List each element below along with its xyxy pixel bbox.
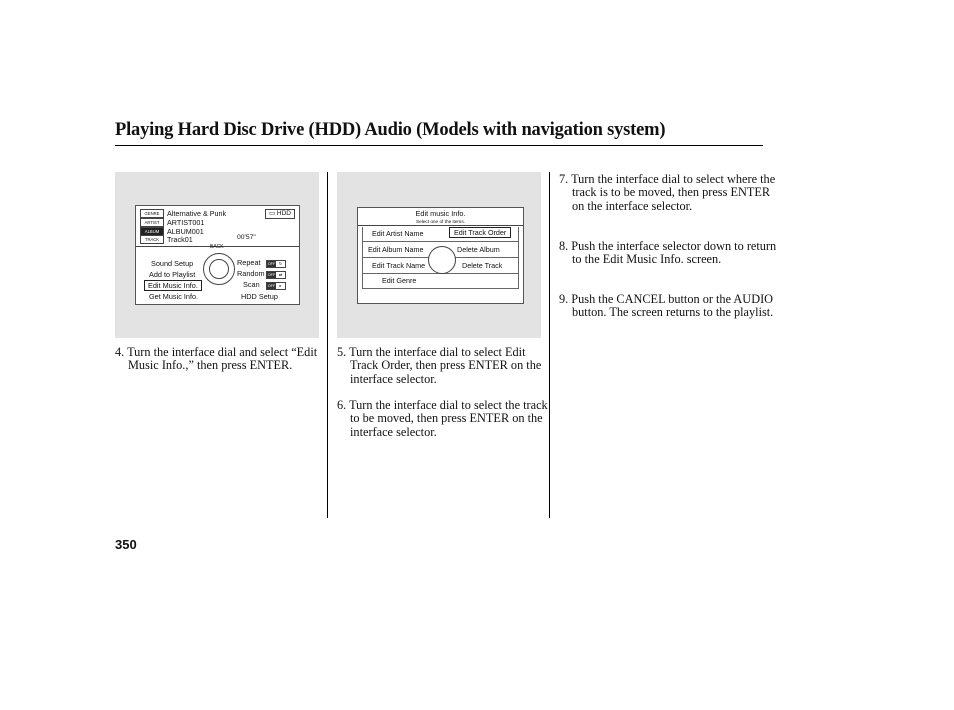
step-4: 4. Turn the interface dial and select “Edit Music Info.,” then press ENTER. <box>115 345 318 373</box>
right-bracket <box>518 227 519 289</box>
option-delete-track[interactable]: Delete Track <box>462 261 503 270</box>
track-value: Track01 <box>167 235 193 244</box>
option-edit-genre[interactable]: Edit Genre <box>382 276 417 285</box>
step-9: 9. Push the CANCEL button or the AUDIO button. The screen returns to the playlist. <box>559 292 774 320</box>
page-number: 350 <box>115 537 137 552</box>
edit-music-info-screen <box>357 207 524 304</box>
column-divider-2 <box>549 172 550 518</box>
hdd-audio-screen <box>135 205 300 305</box>
repeat-off-badge: OFF ↻ <box>266 260 286 268</box>
genre-value: Alternative & Punk <box>167 209 227 218</box>
option-edit-artist-name[interactable]: Edit Artist Name <box>372 229 424 238</box>
back-label: BACK <box>210 244 224 250</box>
step-8: 8. Push the interface selector down to return to the Edit Music Info. screen. <box>559 239 777 267</box>
option-edit-album-name[interactable]: Edit Album Name <box>368 245 424 254</box>
menu-scan[interactable]: Scan <box>243 280 260 289</box>
genre-row <box>140 209 226 218</box>
genre-tag: GENRE <box>140 209 164 218</box>
scan-off-badge: OFF ▸ <box>266 282 286 290</box>
step-5: 5. Turn the interface dial to select Edit Track Order, then press ENTER on the interface selector. <box>337 345 542 386</box>
title-rule <box>115 145 763 146</box>
artist-value: ARTIST001 <box>167 218 205 227</box>
now-playing-area <box>136 206 299 247</box>
menu-edit-music-info[interactable]: Edit Music Info. <box>145 281 201 290</box>
artist-tag: ARTIST <box>140 218 164 227</box>
source-indicator: ▭ HDD <box>265 209 295 219</box>
album-tag: ALBUM <box>140 227 164 236</box>
interface-dial-inner <box>209 259 229 279</box>
track-row <box>140 235 193 244</box>
menu-repeat[interactable]: Repeat <box>237 258 261 267</box>
option-delete-album[interactable]: Delete Album <box>457 245 500 254</box>
menu-sound-setup[interactable]: Sound Setup <box>151 259 194 268</box>
random-off-badge: OFF ⇄ <box>266 271 286 279</box>
option-edit-track-order[interactable]: Edit Track Order <box>449 227 511 238</box>
album-value: ALBUM001 <box>167 227 204 236</box>
menu-random[interactable]: Random <box>237 269 265 278</box>
column-divider-1 <box>327 172 328 518</box>
elapsed-time: 00'57" <box>237 234 256 241</box>
step-6: 6. Turn the interface dial to select the track to be moved, then press ENTER on the interface selector. <box>337 398 548 439</box>
screen-title: Edit music Info. <box>415 209 466 218</box>
left-bracket <box>362 227 363 289</box>
menu-get-music-info[interactable]: Get Music Info. <box>149 292 199 301</box>
menu-hdd-setup[interactable]: HDD Setup <box>241 292 278 301</box>
menu-add-to-playlist[interactable]: Add to Playlist <box>149 270 196 279</box>
track-tag: TRACK <box>140 235 164 244</box>
page-title: Playing Hard Disc Drive (HDD) Audio (Models with navigation system) <box>115 120 666 140</box>
option-edit-track-name[interactable]: Edit Track Name <box>372 261 426 270</box>
artist-row <box>140 218 204 227</box>
step-7: 7. Turn the interface dial to select where the track is to be moved, then press ENTER on the interface selector. <box>559 172 776 213</box>
screen-subtitle: Select one of the items. <box>358 219 523 226</box>
row-divider-4 <box>362 288 519 289</box>
row-divider-1 <box>362 241 519 242</box>
interface-dial-icon <box>428 246 456 274</box>
